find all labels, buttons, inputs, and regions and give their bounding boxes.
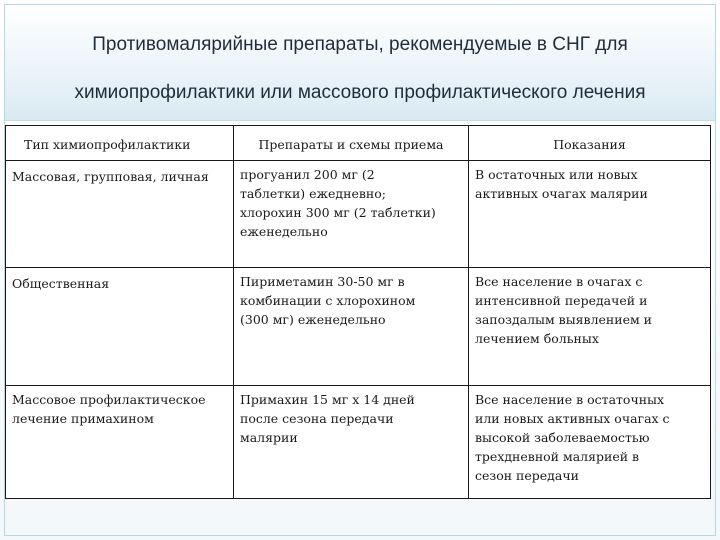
table-row	[6, 161, 711, 268]
header-indications: Показания	[469, 126, 711, 161]
header-type: Тип химиопрофилактики	[6, 126, 234, 161]
cell-indications	[469, 386, 711, 499]
cell-line: хлорохин 300 мг (2 таблетки)	[240, 205, 436, 220]
cell-line: запоздалым выявлением и	[475, 312, 653, 327]
cell-line: Примахин 15 мг х 14 дней	[240, 392, 415, 407]
cell-line: или новых активных очагах с	[475, 411, 670, 426]
cell-line: еженедельно	[240, 224, 328, 239]
cell-line: комбинации с хлорохином	[240, 293, 416, 308]
cell-indications	[469, 268, 711, 386]
cell-line: (300 мг) еженедельно	[240, 312, 386, 327]
cell-type-text: Общественная	[12, 276, 110, 291]
cell-line: Массовое профилактическое	[12, 392, 206, 407]
table-header-row	[6, 126, 711, 161]
cell-line: лечение примахином	[12, 411, 154, 426]
cell-type	[6, 161, 234, 268]
cell-type	[6, 268, 234, 386]
cell-line: сезон передачи	[475, 468, 579, 483]
slide-title-line-1: Противомалярийные препараты, рекомендуемые в СНГ для	[92, 34, 628, 55]
cell-drugs	[234, 268, 469, 386]
drug-table	[5, 125, 711, 499]
cell-line: высокой заболеваемостью	[475, 430, 650, 445]
cell-line: трехдневной малярией в	[475, 449, 640, 464]
cell-type-text: Массовая, групповая, личная	[12, 169, 209, 184]
cell-line: прогуанил 200 мг (2	[240, 167, 375, 182]
cell-line: Пириметамин 30-50 мг в	[240, 274, 405, 289]
cell-line: Все население в очагах с	[475, 274, 643, 289]
cell-line: таблетки) ежедневно;	[240, 186, 386, 201]
cell-type	[6, 386, 234, 499]
table-row	[6, 386, 711, 499]
cell-line: интенсивной передачей и	[475, 293, 648, 308]
table-row	[6, 268, 711, 386]
cell-line: активных очагах малярии	[475, 186, 648, 201]
cell-drugs	[234, 161, 469, 268]
header-drugs: Препараты и схемы приема	[234, 126, 469, 161]
cell-line: малярии	[240, 430, 298, 445]
cell-drugs	[234, 386, 469, 499]
cell-line: В остаточных или новых	[475, 167, 638, 182]
cell-line: лечением больных	[475, 331, 599, 346]
cell-indications	[469, 161, 711, 268]
cell-line: после сезона передачи	[240, 411, 394, 426]
slide-title-line-2: химиопрофилактики или массового профилактического лечения	[74, 82, 646, 103]
cell-line: Все население в остаточных	[475, 392, 665, 407]
